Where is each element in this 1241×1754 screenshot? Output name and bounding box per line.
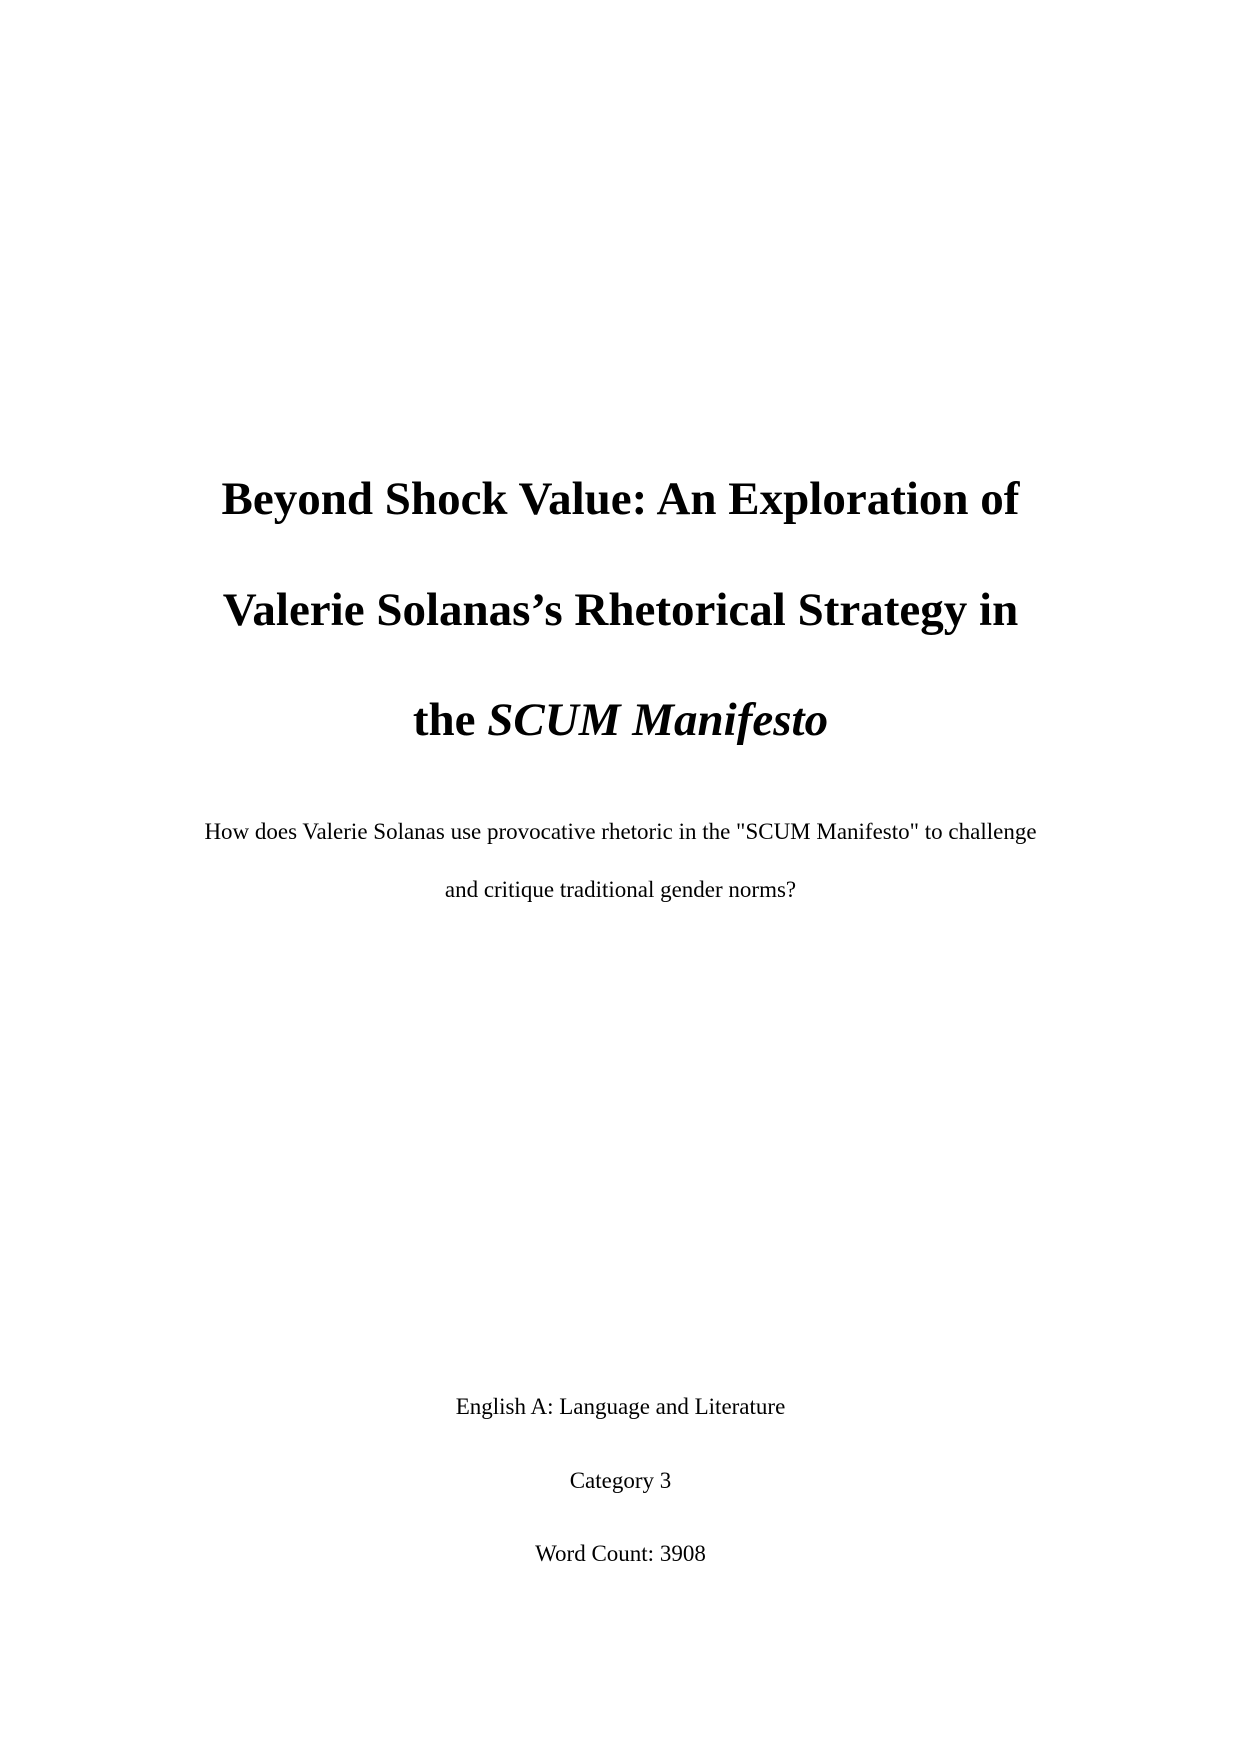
- research-question-line-2: and critique traditional gender norms?: [444, 877, 797, 902]
- word-count-label: Word Count: 3908: [535, 1541, 706, 1566]
- title-line-3: [0, 692, 1241, 748]
- research-question-line-1: How does Valerie Solanas use provocative rhetoric in the "SCUM Manifesto" to challenge: [204, 819, 1037, 844]
- category-label: Category 3: [569, 1468, 672, 1493]
- subject-label: English A: Language and Literature: [455, 1394, 786, 1419]
- title-work-name: SCUM Manifesto: [487, 694, 829, 746]
- title-line-1: Beyond Shock Value: An Exploration of: [221, 473, 1020, 525]
- title-line-3-prefix: the: [412, 694, 488, 746]
- title-line-2: Valerie Solanas’s Rhetorical Strategy in: [222, 584, 1019, 636]
